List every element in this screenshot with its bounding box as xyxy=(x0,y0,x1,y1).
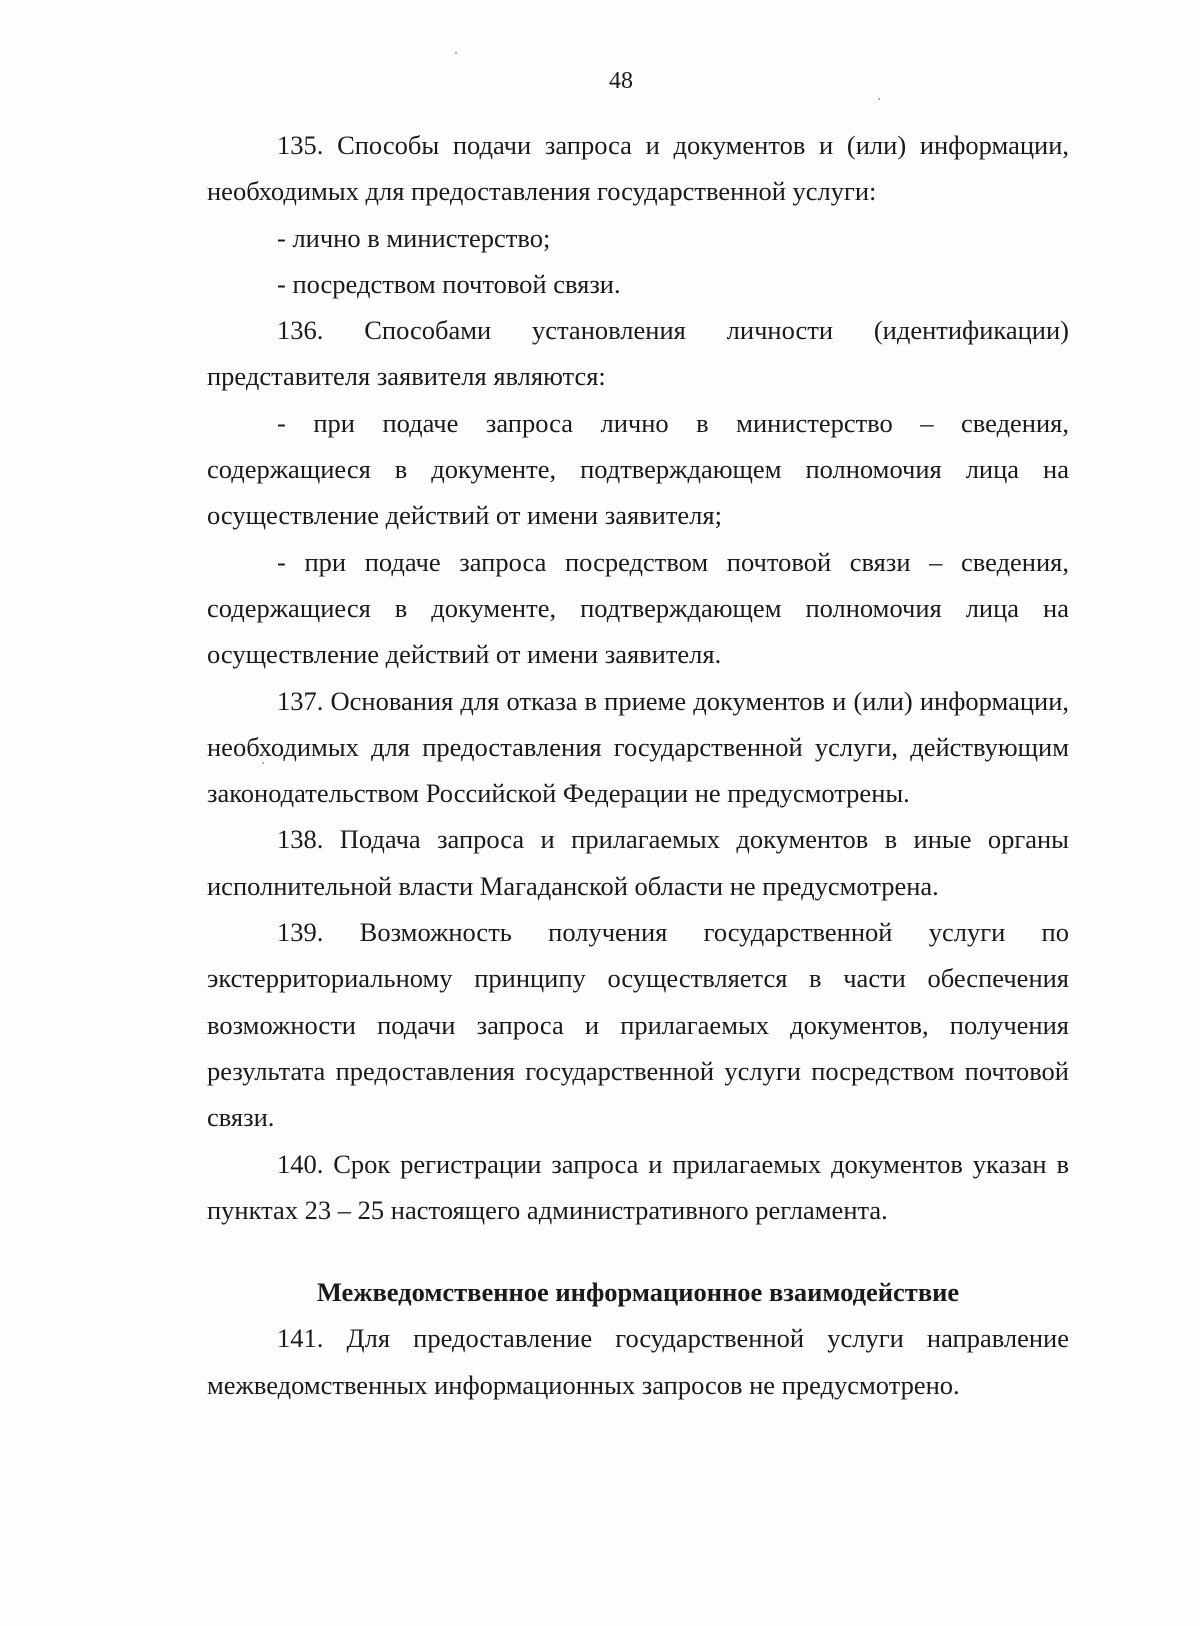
list-item-identification-by-post: - при подаче запроса посредством почтовой связи – сведения, содержащиеся в документе, подтверждающем полномочия лица на осуществление действий от имени заявителя. xyxy=(207,546,1069,670)
document-body xyxy=(207,122,1069,1408)
list-item-in-person: - лично в министерство; xyxy=(277,222,551,253)
paragraph-136: 136. Способами установления личности (идентификации) представителя заявителя являются: xyxy=(207,315,1069,392)
paragraph-140: 140. Срок регистрации запроса и прилагаемых документов указан в пунктах 23 – 25 настоящего административного регламента. xyxy=(207,1148,1069,1225)
list-item-identification-in-person: - при подаче запроса лично в министерство – сведения, содержащиеся в документе, подтверждающем полномочия лица на осуществление действий от имени заявителя; xyxy=(207,407,1069,531)
scan-speck xyxy=(455,52,457,54)
list-item-by-post: - посредством почтовой связи. xyxy=(277,268,621,299)
paragraph-138: 138. Подача запроса и прилагаемых документов в иные органы исполнительной власти Магаданской области не предусмотрена. xyxy=(207,824,1069,901)
paragraph-141: 141. Для предоставление государственной услуги направление межведомственных информационных запросов не предусмотрено. xyxy=(207,1323,1069,1400)
section-heading: Межведомственное информационное взаимодействие xyxy=(316,1277,960,1308)
page-number: 48 xyxy=(609,68,633,94)
paragraph-137: 137. Основания для отказа в приеме документов и (или) информации, необходимых для предоставления государственной услуги, действующим законодательством Российской Федерации не предусмотрены. xyxy=(207,685,1069,809)
paragraph-139: 139. Возможность получения государственной услуги по экстерриториальному принципу осуществляется в части обеспечения возможности подачи запроса и прилагаемых документов, получения результата предоставления государственной услуги посредством почтовой связи. xyxy=(207,917,1069,1133)
scan-speck xyxy=(262,762,264,764)
paragraph-135: 135. Способы подачи запроса и документов и (или) информации, необходимых для предоставления государственной услуги: xyxy=(207,130,1069,207)
scan-speck xyxy=(878,98,880,100)
